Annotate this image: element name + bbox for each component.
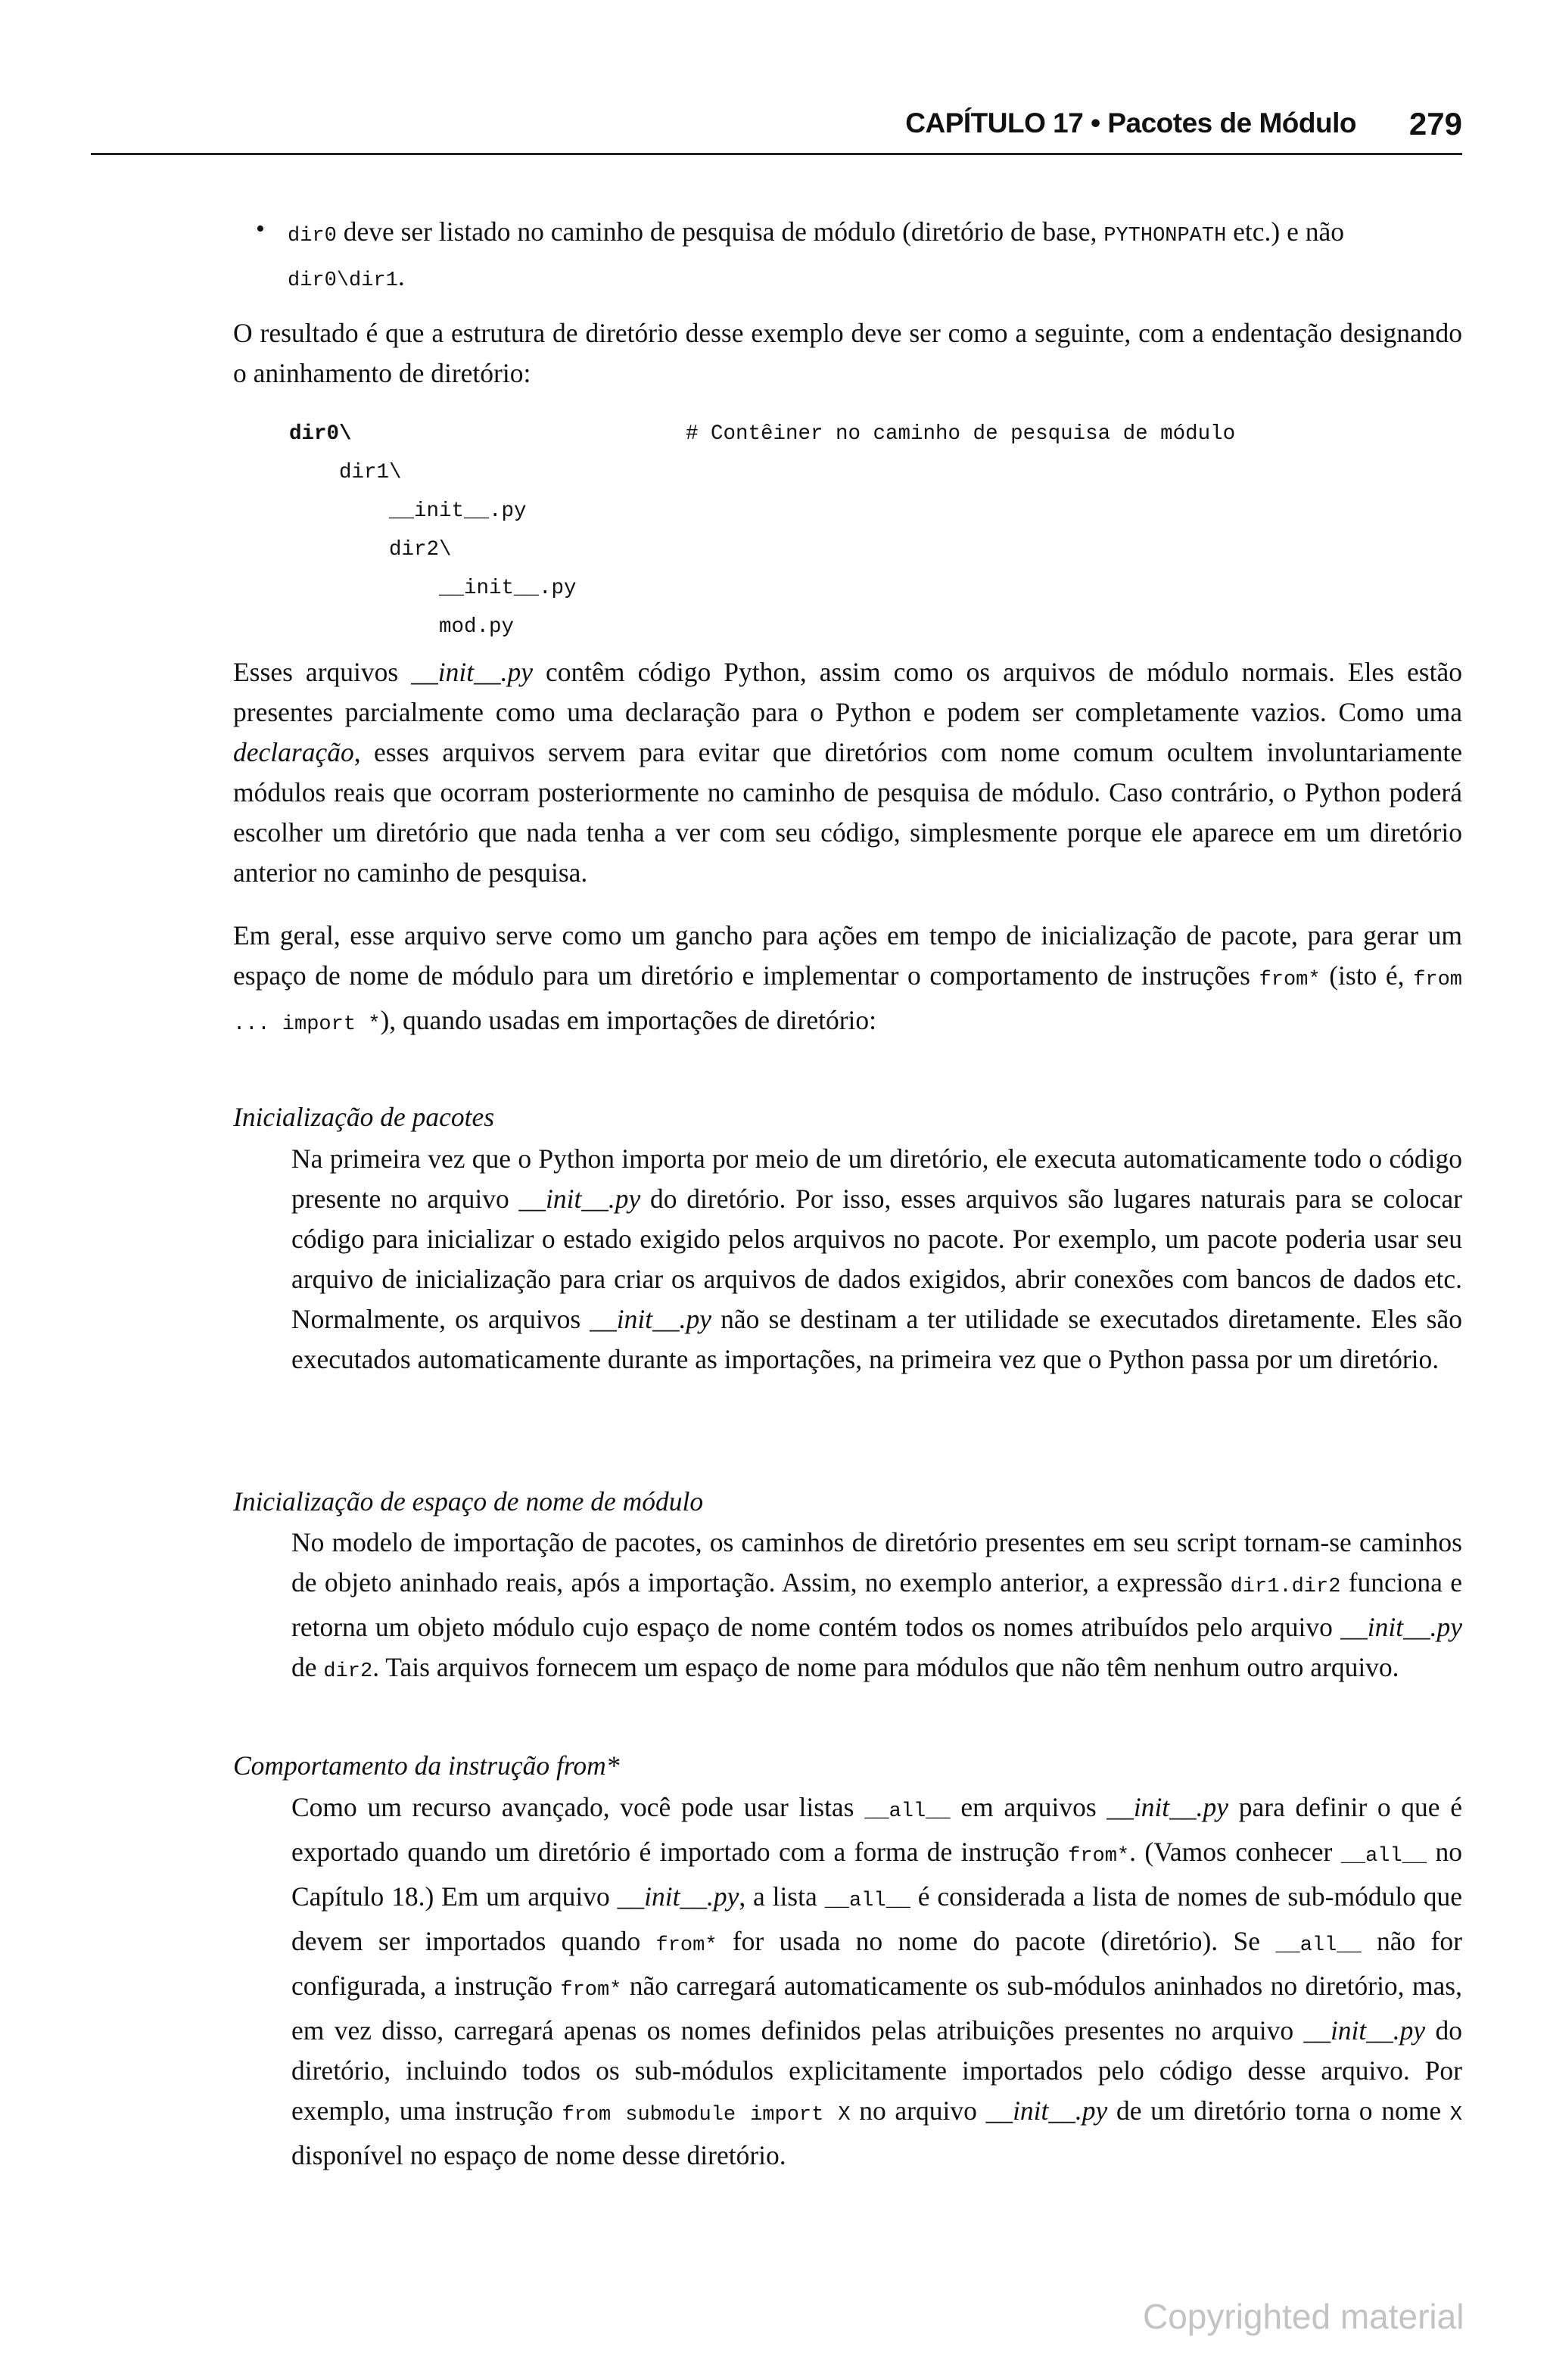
inline-code: dir0: [288, 225, 337, 247]
bullet-icon: •: [256, 215, 265, 243]
inline-code: from*: [560, 1979, 622, 2002]
inline-code: from*: [1259, 969, 1321, 991]
text-run: deve ser listado no caminho de pesquisa de módulo (diretório de base,: [336, 216, 1104, 247]
running-header: [91, 106, 1462, 155]
text-run: contêm código Python, assim como os arquivos de módulo normais. Eles estão presentes parcialmente como uma declaração para o Python e podem ser completamente vazios. Como uma: [233, 657, 1462, 727]
text-run: Como um recurso avançado, você pode usar listas: [291, 1792, 865, 1822]
inline-code: X: [1449, 2104, 1462, 2126]
code-block: [289, 415, 1236, 646]
text-run: no Capítulo 18.) Em um arquivo: [291, 1837, 1462, 1912]
inline-code: __all__: [824, 1890, 910, 1912]
text-run: No modelo de importação de pacotes, os caminhos de diretório presentes em seu script tornam-se caminhos de objeto aninhado reais, após a importação. Assim, no exemplo anterior, a expressão: [291, 1527, 1462, 1598]
text-run: no arquivo: [850, 2095, 986, 2126]
inline-code: dir2: [323, 1660, 373, 1683]
inline-code: from submodule import X: [562, 2104, 851, 2126]
text-run: em arquivos: [950, 1792, 1107, 1822]
italic-filename: __init__.py: [1106, 1792, 1229, 1822]
section-body-package-init: [291, 1139, 1462, 1380]
text-run: for usada no nome do pacote (diretório). Se: [717, 1926, 1276, 1956]
text-run: não carregará automaticamente os sub-módulos aninhados no diretório, mas, em vez disso, carregará apenas os nomes definidos pelas atribuições presentes no arquivo: [291, 1971, 1462, 2046]
text-run: . (Vamos conhecer: [1129, 1837, 1341, 1867]
inline-code: dir1.dir2: [1230, 1576, 1341, 1598]
italic-filename: __init__.py: [411, 657, 533, 687]
inline-code: __all__: [864, 1800, 951, 1823]
text-run: de: [291, 1652, 324, 1682]
code-line: dir0\: [289, 422, 352, 446]
text-run: Em geral, esse arquivo serve como um gancho para ações em tempo de inicialização de pacote, para gerar um espaço de nome de módulo para um diretório e implementar o comportamento de instruções: [233, 920, 1462, 991]
text-run: para definir o que é exportado quando um diretório é importado com a forma de instrução: [291, 1792, 1462, 1867]
bullet-item: [288, 212, 1462, 301]
text-run: , a lista: [739, 1881, 825, 1912]
italic-filename: __init__.py: [985, 2095, 1108, 2126]
copyright-watermark: Copyrighted material: [1143, 2297, 1464, 2336]
text-run: etc.) e não: [1226, 216, 1345, 247]
chapter-title: CAPÍTULO 17 • Pacotes de Módulo: [905, 107, 1356, 138]
inline-code: from ... import *: [233, 969, 1462, 1036]
paragraph-hook: [233, 916, 1462, 1045]
italic-filename: __init__.py: [617, 1881, 739, 1912]
paragraph-init-files: [233, 652, 1462, 893]
section-title-package-init: Inicialização de pacotes: [233, 1102, 495, 1132]
italic-term: declaração: [233, 737, 354, 767]
text-run: (isto é,: [1320, 960, 1414, 991]
text-run: do diretório, incluindo todos os sub-módulos explicitamente importados pelo código desse arquivo. Por exemplo, uma instrução: [291, 2015, 1462, 2126]
paragraph-directory-structure: O resultado é que a estrutura de diretório desse exemplo deve ser como a seguinte, com a endentação designando o aninhamento de diretório:: [233, 318, 1462, 388]
text-run: . Tais arquivos fornecem um espaço de nome para módulos que não têm nenhum outro arquivo.: [372, 1652, 1399, 1682]
code-line: mod.py: [289, 615, 515, 639]
italic-filename: __init__.py: [1303, 2015, 1426, 2046]
page-number: 279: [1408, 106, 1462, 142]
text-run: ), quando usadas em importações de diretório:: [380, 1005, 877, 1035]
text-run: do diretório. Por isso, esses arquivos são lugares naturais para se colocar código para inicializar o estado exigido pelos arquivos no pacote. Por exemplo, um pacote poderia usar seu arquivo de inicialização para criar os arquivos de dados exigidos, abrir conexões com bancos de dados etc. Normalmente, os arquivos: [291, 1184, 1462, 1334]
text-run: disponível no espaço de nome desse diretório.: [291, 2140, 786, 2170]
text-run: Na primeira vez que o Python importa por meio de um diretório, ele executa automaticamente todo o código presente no arquivo: [291, 1143, 1462, 1214]
italic-filename: __init__.py: [590, 1304, 712, 1334]
code-line: dir1\: [289, 461, 402, 484]
section-body-namespace-init: [291, 1523, 1462, 1692]
text-run: Esses arquivos: [233, 657, 412, 687]
text-run: de um diretório torna o nome: [1107, 2095, 1450, 2126]
inline-code: from*: [655, 1934, 717, 1957]
code-line: dir2\: [289, 538, 452, 562]
code-line: __init__.py: [289, 499, 527, 523]
text-run: não se destinam a ter utilidade se executados diretamente. Eles são executados automaticamente durante as importações, na primeira vez que o Python passa por um diretório.: [291, 1304, 1462, 1374]
italic-filename: __init__.py: [518, 1184, 641, 1214]
inline-code: from*: [1068, 1845, 1130, 1868]
text-run: funciona e retorna um objeto módulo cujo espaço de nome contém todos os nomes atribuídos pelo arquivo: [291, 1567, 1462, 1642]
text-run: é considerada a lista de nomes de sub-módulo que devem ser importados quando: [291, 1881, 1462, 1956]
text-run: não for configurada, a instrução: [291, 1926, 1463, 2001]
code-comment: # Contêiner no caminho de pesquisa de módulo: [686, 422, 1236, 446]
italic-filename: __init__.py: [1340, 1612, 1462, 1642]
inline-code: __all__: [1275, 1934, 1362, 1957]
inline-code: __all__: [1340, 1845, 1427, 1868]
code-line: __init__.py: [289, 577, 577, 600]
inline-code: dir0\dir1: [288, 269, 398, 292]
text-run: , esses arquivos servem para evitar que diretórios com nome comum ocultem involuntariamente módulos reais que ocorram posteriormente no caminho de pesquisa de módulo. Caso contrário, o Python poderá escolher um diretório que nada tenha a ver com seu código, simplesmente porque ele aparece em um diretório anterior no caminho de pesquisa.: [233, 737, 1462, 888]
section-title-from-star: Comportamento da instrução from*: [233, 1750, 620, 1781]
section-title-namespace-init: Inicialização de espaço de nome de módulo: [233, 1486, 704, 1517]
inline-code: PYTHONPATH: [1103, 225, 1227, 247]
text-run: .: [397, 261, 405, 291]
section-body-from-star: [291, 1787, 1462, 2176]
